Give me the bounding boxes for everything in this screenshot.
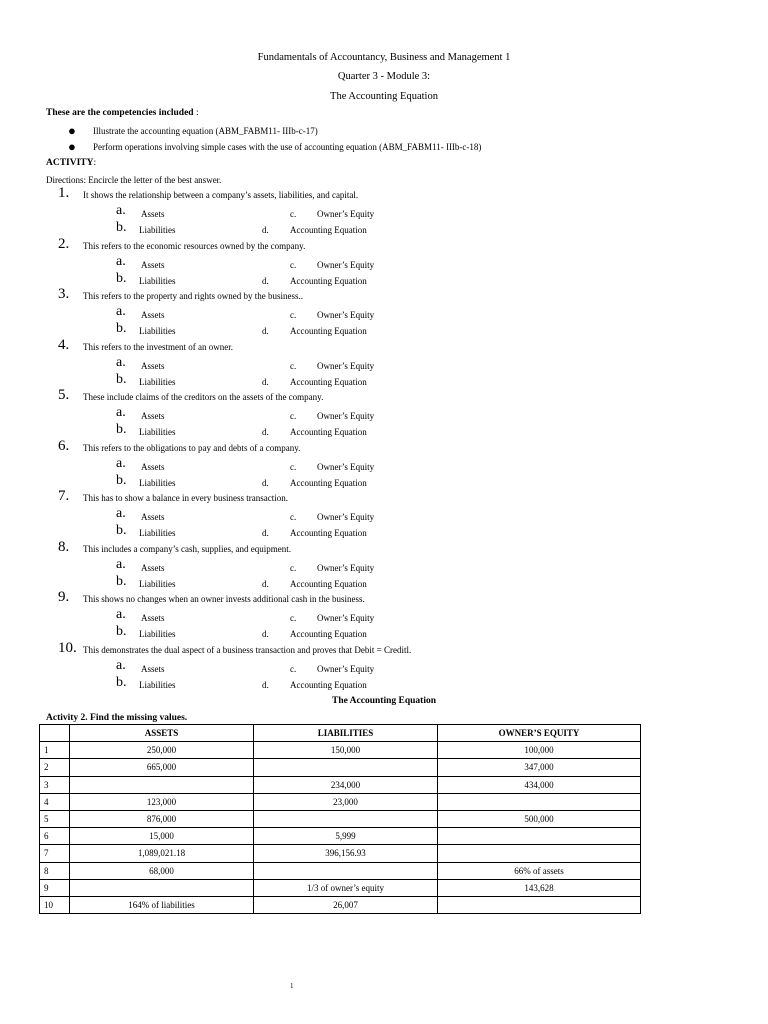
table-row: [40, 828, 641, 845]
option-d-label[interactable]: Accounting Equation: [290, 680, 367, 690]
row-index-cell: 5: [40, 810, 70, 827]
option-d-label[interactable]: Accounting Equation: [290, 629, 367, 639]
accounting-equation-table: [39, 724, 641, 914]
assets-cell[interactable]: 15,000: [70, 828, 254, 845]
question-number: 2.: [58, 236, 70, 252]
option-a-letter[interactable]: a.: [116, 506, 126, 521]
option-b-letter[interactable]: b.: [116, 372, 127, 387]
liabilities-cell[interactable]: 234,000: [254, 776, 438, 793]
table-body: [40, 742, 641, 914]
option-a-letter[interactable]: a.: [116, 355, 126, 370]
assets-cell[interactable]: 68,000: [70, 862, 254, 879]
option-b-label[interactable]: Liabilities: [139, 478, 176, 488]
option-c-label[interactable]: Owner’s Equity: [317, 613, 375, 623]
option-c-label[interactable]: Owner’s Equity: [317, 664, 375, 674]
table-row: [40, 845, 641, 862]
row-index-cell: 9: [40, 879, 70, 896]
option-d-letter[interactable]: d.: [262, 528, 269, 538]
liabilities-cell[interactable]: [254, 759, 438, 776]
liabilities-cell[interactable]: [254, 810, 438, 827]
option-c-label[interactable]: Owner’s Equity: [317, 563, 375, 573]
option-c-letter[interactable]: c.: [290, 462, 297, 472]
option-d-label[interactable]: Accounting Equation: [290, 377, 367, 387]
question-text: This has to show a balance in every business transaction.: [83, 493, 288, 503]
option-a-label[interactable]: Assets: [141, 209, 165, 219]
option-d-letter[interactable]: d.: [262, 276, 269, 286]
bullet-icon: ●: [68, 123, 76, 138]
option-b-label[interactable]: Liabilities: [139, 326, 176, 336]
option-a-label[interactable]: Assets: [141, 563, 165, 573]
option-a-label[interactable]: Assets: [141, 260, 165, 270]
question-number: 8.: [58, 539, 70, 555]
row-index-cell: 1: [40, 742, 70, 759]
activity-colon: :: [93, 158, 97, 168]
row-index-cell: 3: [40, 776, 70, 793]
liabilities-cell[interactable]: [254, 862, 438, 879]
option-d-label[interactable]: Accounting Equation: [290, 579, 367, 589]
option-d-label[interactable]: Accounting Equation: [290, 225, 367, 235]
option-d-letter[interactable]: d.: [262, 427, 269, 437]
option-a-label[interactable]: Assets: [141, 411, 165, 421]
option-a-letter[interactable]: a.: [116, 607, 126, 622]
liabilities-cell[interactable]: 1/3 of owner’s equity: [254, 879, 438, 896]
competency-text: Illustrate the accounting equation (ABM_FABM11- IIIb-c-17): [93, 126, 318, 136]
assets-cell[interactable]: 665,000: [70, 759, 254, 776]
owners-equity-cell[interactable]: 500,000: [438, 810, 641, 827]
question-text: This refers to the obligations to pay and debts of a company.: [83, 443, 301, 453]
assets-cell[interactable]: [70, 776, 254, 793]
question-number: 3.: [58, 286, 70, 302]
header-course-title: Fundamentals of Accountancy, Business and Management 1: [257, 52, 511, 63]
option-c-label[interactable]: Owner’s Equity: [317, 310, 375, 320]
assets-cell[interactable]: 1,089,021.18: [70, 845, 254, 862]
option-c-label[interactable]: Owner’s Equity: [317, 512, 375, 522]
activity-label: ACTIVITY: [46, 158, 94, 168]
owners-equity-cell[interactable]: [438, 896, 641, 913]
header-module-title: The Accounting Equation: [330, 91, 438, 102]
option-c-letter[interactable]: c.: [290, 664, 297, 674]
question-text: This includes a company’s cash, supplies, and equipment.: [83, 544, 291, 554]
table-row: [40, 879, 641, 896]
option-a-label[interactable]: Assets: [141, 462, 165, 472]
assets-cell[interactable]: 876,000: [70, 810, 254, 827]
option-c-letter[interactable]: c.: [290, 361, 297, 371]
row-index-cell: 7: [40, 845, 70, 862]
assets-cell[interactable]: 123,000: [70, 793, 254, 810]
header-cell-liabilities: LIABILITIES: [254, 725, 438, 742]
option-a-letter[interactable]: a.: [116, 304, 126, 319]
question-text: This shows no changes when an owner invests additional cash in the business.: [83, 594, 365, 604]
option-b-label[interactable]: Liabilities: [139, 579, 176, 589]
assets-cell[interactable]: 164% of liabilities: [70, 896, 254, 913]
option-d-label[interactable]: Accounting Equation: [290, 326, 367, 336]
option-a-label[interactable]: Assets: [141, 310, 165, 320]
row-index-cell: 4: [40, 793, 70, 810]
option-d-label[interactable]: Accounting Equation: [290, 427, 367, 437]
option-c-label[interactable]: Owner’s Equity: [317, 411, 375, 421]
question-text: This demonstrates the dual aspect of a business transaction and proves that Debit = Creditl.: [83, 645, 412, 655]
option-b-letter[interactable]: b.: [116, 271, 127, 286]
owners-equity-cell[interactable]: [438, 793, 641, 810]
option-c-label[interactable]: Owner’s Equity: [317, 361, 375, 371]
directions-text: Directions: Encircle the letter of the best answer.: [46, 175, 222, 185]
competencies-title-colon: :: [193, 108, 199, 118]
option-a-letter[interactable]: a.: [116, 203, 126, 218]
row-index-cell: 2: [40, 759, 70, 776]
table-row: [40, 776, 641, 793]
option-b-label[interactable]: Liabilities: [139, 528, 176, 538]
page-number: 1: [290, 982, 294, 990]
option-a-label[interactable]: Assets: [141, 512, 165, 522]
option-b-label[interactable]: Liabilities: [139, 629, 176, 639]
table-row: [40, 862, 641, 879]
option-b-letter[interactable]: b.: [116, 523, 127, 538]
owners-equity-cell[interactable]: 434,000: [438, 776, 641, 793]
header-cell-index: [40, 725, 70, 742]
assets-cell[interactable]: 250,000: [70, 742, 254, 759]
question-number: 10.: [58, 640, 77, 656]
option-a-letter[interactable]: a.: [116, 456, 126, 471]
question-number: 5.: [58, 387, 70, 403]
row-index-cell: 8: [40, 862, 70, 879]
option-b-label[interactable]: Liabilities: [139, 276, 176, 286]
liabilities-cell[interactable]: 23,000: [254, 793, 438, 810]
option-d-letter[interactable]: d.: [262, 629, 269, 639]
option-c-letter[interactable]: c.: [290, 209, 297, 219]
question-number: 9.: [58, 589, 70, 605]
option-b-letter[interactable]: b.: [116, 422, 127, 437]
option-b-letter[interactable]: b.: [116, 220, 127, 235]
question-number: 1.: [58, 185, 70, 201]
option-a-letter[interactable]: a.: [116, 254, 126, 269]
header-quarter-module: Quarter 3 - Module 3:: [337, 71, 431, 82]
table-row: [40, 810, 641, 827]
option-d-label[interactable]: Accounting Equation: [290, 528, 367, 538]
row-index-cell: 10: [40, 896, 70, 913]
option-b-label[interactable]: Liabilities: [139, 680, 176, 690]
option-a-letter[interactable]: a.: [116, 658, 126, 673]
option-d-letter[interactable]: d.: [262, 326, 269, 336]
question-text: This refers to the property and rights owned by the business..: [83, 291, 303, 301]
table-row: [40, 793, 641, 810]
option-b-letter[interactable]: b.: [116, 574, 127, 589]
option-c-label[interactable]: Owner’s Equity: [317, 462, 375, 472]
option-b-label[interactable]: Liabilities: [139, 427, 176, 437]
option-a-letter[interactable]: a.: [116, 405, 126, 420]
option-d-letter[interactable]: d.: [262, 377, 269, 387]
bullet-icon: ●: [68, 139, 76, 154]
option-d-label[interactable]: Accounting Equation: [290, 276, 367, 286]
table-row: [40, 742, 641, 759]
option-c-label[interactable]: Owner’s Equity: [317, 260, 375, 270]
competency-text: Perform operations involving simple cases with the use of accounting equation (ABM_FABM11- IIIb-c-18): [93, 142, 482, 152]
option-d-letter[interactable]: d.: [262, 680, 269, 690]
option-d-label[interactable]: Accounting Equation: [290, 478, 367, 488]
question-text: This refers to the investment of an owner.: [83, 342, 233, 352]
activity-heading: [46, 158, 96, 168]
owners-equity-cell[interactable]: 66% of assets: [438, 862, 641, 879]
owners-equity-cell[interactable]: 347,000: [438, 759, 641, 776]
row-index-cell: 6: [40, 828, 70, 845]
option-a-label[interactable]: Assets: [141, 613, 165, 623]
owners-equity-cell[interactable]: 143,628: [438, 879, 641, 896]
option-c-letter[interactable]: c.: [290, 613, 297, 623]
option-c-letter[interactable]: c.: [290, 563, 297, 573]
table-row: [40, 896, 641, 913]
activity2-heading: Activity 2. Find the missing values.: [46, 713, 188, 723]
option-b-letter[interactable]: b.: [116, 624, 127, 639]
liabilities-cell[interactable]: 5,999: [254, 828, 438, 845]
option-b-label[interactable]: Liabilities: [139, 225, 176, 235]
option-c-letter[interactable]: c.: [290, 310, 297, 320]
question-number: 6.: [58, 438, 70, 454]
option-b-label[interactable]: Liabilities: [139, 377, 176, 387]
question-text: It shows the relationship between a company’s assets, liabilities, and capital.: [83, 190, 359, 200]
option-a-letter[interactable]: a.: [116, 557, 126, 572]
liabilities-cell[interactable]: 26,007: [254, 896, 438, 913]
option-c-letter[interactable]: c.: [290, 411, 297, 421]
question-number: 7.: [58, 488, 70, 504]
option-c-letter[interactable]: c.: [290, 260, 297, 270]
owners-equity-cell[interactable]: [438, 845, 641, 862]
question-text: This refers to the economic resources owned by the company.: [83, 241, 306, 251]
table-row: [40, 759, 641, 776]
owners-equity-cell[interactable]: 100,000: [438, 742, 641, 759]
option-d-letter[interactable]: d.: [262, 478, 269, 488]
table-header-row: [40, 725, 641, 742]
option-b-letter[interactable]: b.: [116, 321, 127, 336]
option-d-letter[interactable]: d.: [262, 579, 269, 589]
liabilities-cell[interactable]: 396,156.93: [254, 845, 438, 862]
option-a-label[interactable]: Assets: [141, 664, 165, 674]
option-a-label[interactable]: Assets: [141, 361, 165, 371]
assets-cell[interactable]: [70, 879, 254, 896]
option-c-letter[interactable]: c.: [290, 512, 297, 522]
owners-equity-cell[interactable]: [438, 828, 641, 845]
option-d-letter[interactable]: d.: [262, 225, 269, 235]
option-b-letter[interactable]: b.: [116, 675, 127, 690]
section-title: The Accounting Equation: [332, 696, 436, 706]
competencies-title-text: These are the competencies included: [46, 108, 194, 118]
competencies-title: [46, 108, 199, 118]
question-text: These include claims of the creditors on the assets of the company.: [83, 392, 324, 402]
header-cell-owners-equity: OWNER’S EQUITY: [438, 725, 641, 742]
option-c-label[interactable]: Owner’s Equity: [317, 209, 375, 219]
header-cell-assets: ASSETS: [70, 725, 254, 742]
question-number: 4.: [58, 337, 70, 353]
liabilities-cell[interactable]: 150,000: [254, 742, 438, 759]
option-b-letter[interactable]: b.: [116, 473, 127, 488]
